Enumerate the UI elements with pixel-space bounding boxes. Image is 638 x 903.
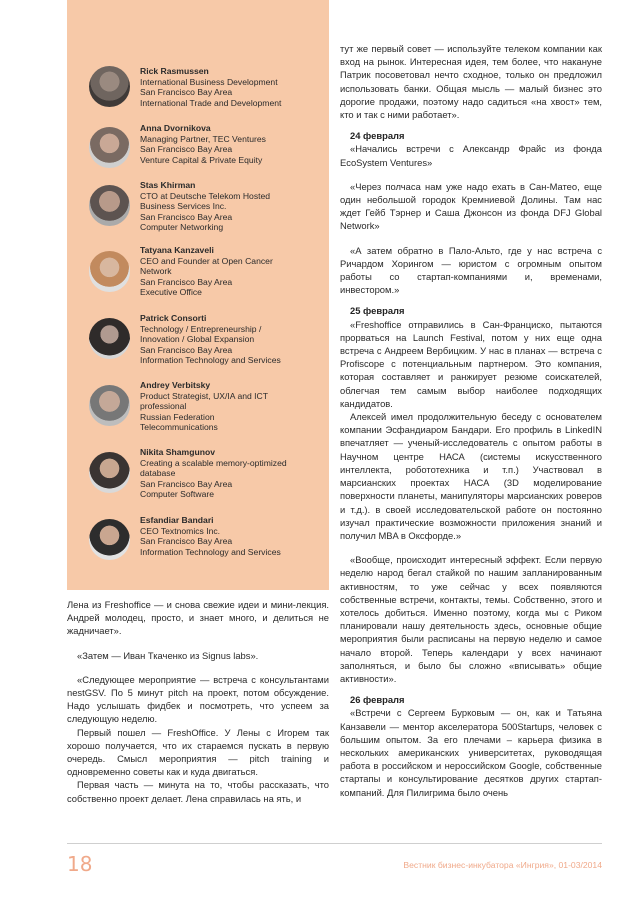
contact-text [140,313,325,366]
avatar [89,251,130,292]
contact-line: Technology / Entrepreneurship / [140,323,262,334]
contact-line: Computer Software [140,489,215,500]
contact-text [140,66,325,108]
contact-line: San Francisco Bay Area [140,144,233,155]
contact-line: San Francisco Bay Area [140,87,233,98]
footer-rule [67,843,602,844]
contact-name: Andrey Verbitsky [140,380,211,390]
paragraph: «Затем — Иван Ткаченко из Signus labs». [77,649,259,661]
contact-text [140,515,325,557]
contact-line: Executive Office [140,287,202,298]
left-column [67,0,329,805]
contact-text [140,380,325,433]
avatar [89,185,130,226]
journal-title: Вестник бизнес-инкубатора «Ингрия», 01-03/2014 [403,860,602,870]
contact-line: San Francisco Bay Area [140,211,233,222]
contact-name: Tatyana Kanzaveli [140,245,214,255]
contact-line: International Trade and Development [140,97,282,108]
contact-line: Network [140,266,172,277]
paragraph: «Через полчаса нам уже надо ехать в Сан-Матео, еще один небольшой городок Кремниевой Долины. Там нас ждет Гейб Тэрнер и Саша Джонсон из фонда DFJ Global Network» [340,180,602,232]
paragraph: «Freshoffice отправились в Сан-Франциско, пытаются прорваться на Launch Festival, потом у них еще одна встреча с Андреем Вербицким. У нас в планах — встреча с Profiscope с потенциальным партнером. Это компания, которая составляет и ранжирует резюме соискателей, облегчая тем самым выбор наиболее подходящих кандидатов. [340,318,602,409]
contact-text [140,245,325,298]
contact-line: Venture Capital & Private Equity [140,154,263,165]
date-heading: 25 февраля [350,305,405,317]
avatar [89,66,130,107]
contact-line: Managing Partner, TEC Ventures [140,133,266,144]
contact-line: Business Services Inc. [140,201,227,212]
paragraph: «Вообще, происходит интересный эффект. Если первую неделю народ бегал стайкой по нашим запланированным активностям, то уже сейчас у всех появляются собственные встречи, контакты, темы. Собственно, этого и хотелось добиться. Именно поэтому, когда мы с Риком планировали нашу деятельность здесь, основные общие мероприятия были расписаны на первую неделю и самое начало второй. Теперь календари у всех начинают заполняться, и было бы сложно «вписывать» общие активности». [340,554,602,684]
contact-name: Patrick Consorti [140,313,207,323]
left-body [67,598,329,805]
contact-line: San Francisco Bay Area [140,536,233,547]
contact-line: CTO at Deutsche Telekom Hosted [140,190,271,201]
contact-line: San Francisco Bay Area [140,276,233,287]
contact-name: Rick Rasmussen [140,66,209,76]
paragraph: Лена из Freshoffice — и снова свежие идеи и мини-лекция. Андрей молодец, просто, и знает много, и делиться не жадничает». [67,599,329,637]
contact-line: San Francisco Bay Area [140,478,233,489]
contact-line: Computer Networking [140,222,224,233]
paragraph: «Начались встречи с Александр Фрайс из фонда EcoSystem Ventures» [340,143,602,168]
contact-line: Information Technology and Services [140,546,281,557]
date-heading: 24 февраля [350,130,405,142]
contact-line: Creating a scalable memory-optimized [140,457,287,468]
paragraph: «А затем обратно в Пало-Альто, где у нас встреча с Ричардом Хорингом — юристом с огромным опытом работы со стартап-компаниями и, временами, инвестором.» [340,244,602,296]
contact-name: Nikita Shamgunov [140,447,215,457]
avatar [89,452,130,493]
contact-name: Stas Khirman [140,180,196,190]
page-number: 18 [67,852,93,876]
paragraph: «Следующее мероприятие — встреча с консультантами nestGSV. По 5 минут pitch на проект, потом обсуждение. Надо услышать фидбек и посмотреть, что успеем за следующую неделю. [67,673,329,725]
avatar [89,385,130,426]
contact-name: Anna Dvornikova [140,123,211,133]
contact-line: Product Strategist, UX/IA and ICT [140,390,269,401]
paragraph: «Встречи с Сергеем Бурковым — он, как и Татьяна Канзавели — ментор акселератора 500Startups, человек с большим опытом. За его плечами – карьера физика в нескольких американских университетах, руководящая работа в российском и нероссийском Google, собственные стартапы и консультирование десятков других стартап-компаний. Для Пилигрима было очень [340,707,602,798]
date-heading: 26 февраля [350,694,405,706]
contact-line: Information Technology and Services [140,355,281,366]
right-column [340,42,602,799]
contact-line: professional [140,401,187,412]
paragraph: Первая часть — минута на то, чтобы рассказать, что собственно проект делает. Лена справилась на ять, и [67,779,329,804]
contact-line: CEO Textnomics Inc. [140,525,221,536]
contact-line: Innovation / Global Expansion [140,334,255,345]
paragraph: тут же первый совет — используйте телеком компании как вход на рынок. Интересная идея, тем более, что накануне Патрик посоветовал нечто сходное, только он предложил использовать банки. Общая мысль — малый бизнес это дорогие продажи, поэтому надо садиться «на хвост» тем, кто и так с ними работает». [340,43,602,121]
avatar [89,318,130,359]
contact-text [140,123,325,165]
contact-text [140,447,325,500]
paragraph: Алексей имел продолжительную беседу с основателем компании Эсфандиаром Бандари. Его профиль в LinkedIN впечатляет — ученый-исследователь с опытом работы в Научном центре НАСА (системы искусственного интеллекта, робототехника и т.п.) Участвовал в марсианских проектах НАСА (3D моделирование поверхности планеты, манипуляторы марсианских роверов и т.д.). в своей исследовательской работе он постоянно изучал практические возможности приложения знаний и получил MBA в Оксфорде.» [340,411,602,541]
contact-line: International Business Development [140,76,278,87]
paragraph: Первый пошел — FreshOffice. У Лены с Игорем так хорошо получается, что их стараемся пускать в первую очередь. Смысл мероприятия — pitch training и одновременно советы как и куда двигаться. [67,726,329,778]
contact-name: Esfandiar Bandari [140,515,214,525]
contact-line: Telecommunications [140,422,218,433]
contact-line: Russian Federation [140,411,215,422]
avatar [89,519,130,560]
contact-text [140,180,325,233]
contact-line: database [140,468,176,479]
contact-line: CEO and Founder at Open Cancer [140,255,273,266]
contacts-panel [67,0,329,590]
contact-line: San Francisco Bay Area [140,344,233,355]
avatar [89,127,130,168]
